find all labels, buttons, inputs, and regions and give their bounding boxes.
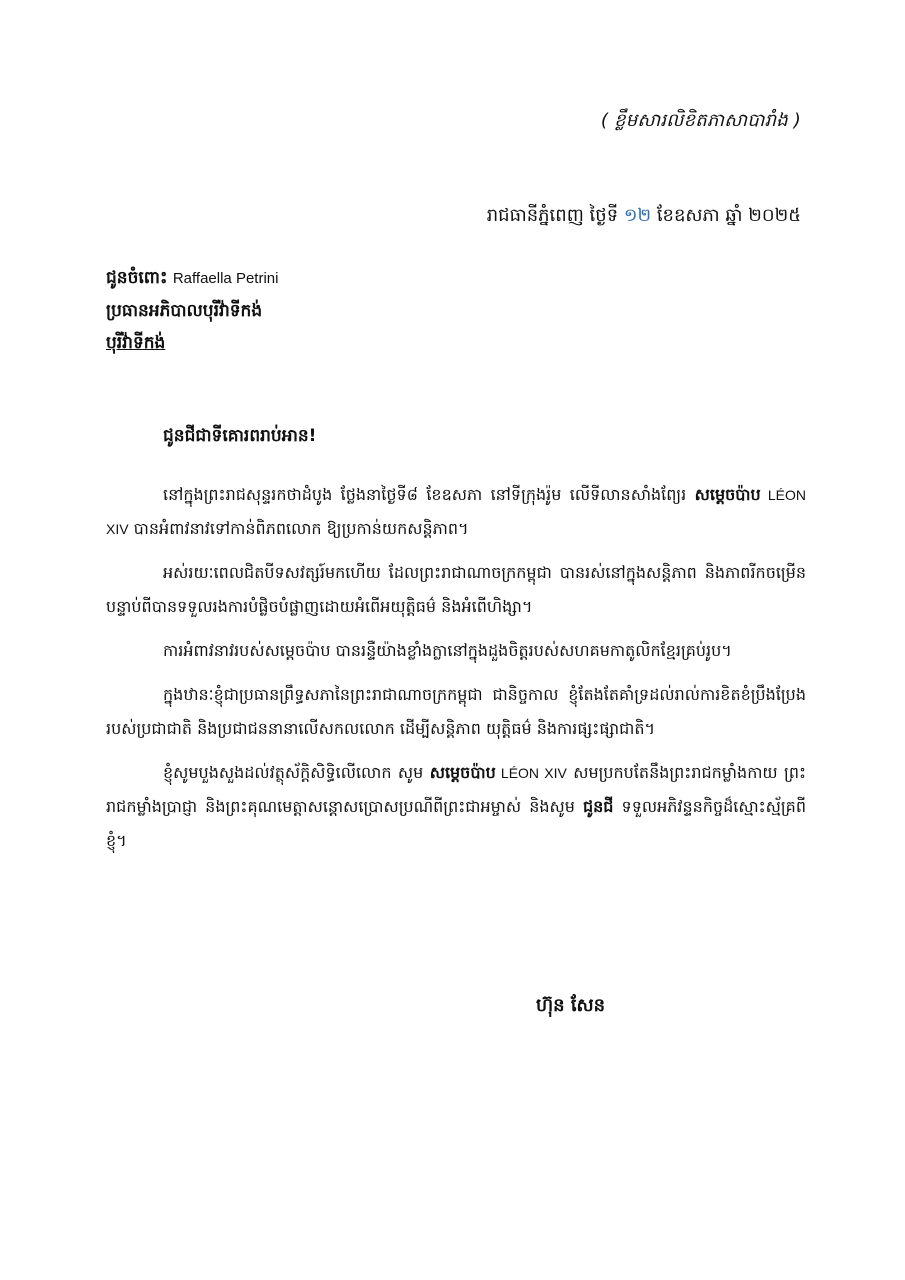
paragraph-1-text-a: នៅក្នុងព្រះរាជសុន្ទរកថាដំបូង ថ្លែងនាថ្ងៃទី៨ ខែឧសភា នៅទីក្រុងរ៉ូម លើទីលានសាំងព្យែរ (163, 485, 695, 504)
date-suffix: ខែឧសភា ឆ្នាំ ២០២៥ (651, 205, 801, 226)
addressee-title: ប្រធានអភិបាលបុរីវ៉ាទីកង់ (106, 301, 263, 321)
date-day: ១២ (623, 205, 652, 226)
paragraph-4: ក្នុងឋានៈខ្ញុំជាប្រធានព្រឹទ្ធសភានៃព្រះរាជាណាចក្រកម្ពុជា ជានិច្ចកាល ខ្ញុំតែងតែគាំទ្រដល់រាល់ការខិតខំប្រឹងប្រែងរបស់ប្រជាជាតិ និងប្រជាជននានាលើសកលលោក ដើម្បីសន្តិភាព យុត្តិធម៌ និងការផ្សះផ្សាជាតិ។ (106, 685, 806, 738)
salutation: ជូនជីជាទីគោរពរាប់អាន! (163, 426, 317, 446)
paragraph-5-text-b: សមប្រកបតែនឹងព្រះរាជកម្លាំងកាយ ព្រះរាជកម្លាំងប្រាជ្ញា និងព្រះគុណមេត្តាសន្តោសប្រោសប្រណីពីព្រះជាអម្ចាស់ និងសូម (106, 763, 807, 816)
addressee-name: Raffaella Petrini (172, 270, 279, 287)
signature: ហ៊ុន សែន (536, 995, 606, 1016)
paragraph-5-bold-b: ជូនជី (582, 797, 614, 816)
addressee-block (106, 262, 278, 359)
addressee-place-line (106, 327, 278, 359)
paragraph-5 (106, 756, 806, 858)
paragraph-2: អស់រយៈពេលជិតបីទសវត្សរ៍មកហើយ ដែលព្រះរាជាណាចក្រកម្ពុជា បានរស់នៅក្នុងសន្តិភាព និងភាពរីកចម្រើន បន្ទាប់ពីបានទទួលរងការបំផ្លិចបំផ្លាញដោយអំពើអយុត្តិធម៌ និងអំពើហិង្សា។ (106, 563, 806, 616)
addressee-place: បុរីវ៉ាទីកង់ (106, 333, 166, 353)
paragraph-1 (106, 478, 806, 546)
header-note: ( ខ្លឹមសារលិខិតភាសាបារាំង ) (600, 110, 801, 131)
paragraph-1-bold: សម្តេចប៉ាប (694, 485, 761, 504)
date-prefix: រាជធានីភ្នំពេញ ថ្ងៃទី (486, 205, 624, 226)
date-line (487, 203, 801, 230)
paragraph-5-text-a: ខ្ញុំសូមបួងសួងដល់វត្ថុស័ក្តិសិទ្ធិលើលោក សូម (163, 763, 430, 782)
paragraph-1-latin: LÉON XIV (106, 487, 806, 537)
paragraph-5-latin: LÉON XIV (495, 765, 567, 781)
addressee-line (106, 262, 278, 295)
letter-body (106, 478, 806, 868)
paragraph-5-bold-a: សម្តេចប៉ាប (429, 763, 496, 782)
to-label: ជូនចំពោះ (106, 268, 168, 288)
paragraph-3: ការអំពាវនាវរបស់សម្តេចប៉ាប បានរន្ទឺយ៉ាងខ្លាំងក្លានៅក្នុងដួងចិត្តរបស់សហគមកាតូលិកខ្មែរគ្រប់រូប។ (163, 641, 732, 660)
paragraph-1-text-b: បានអំពាវនាវទៅកាន់ពិភពលោក ឱ្យប្រកាន់យកសន្តិភាព។ (128, 519, 469, 538)
paragraph-5-text-c: ទទួលអភិវន្ទនកិច្ចដ៏ស្មោះស្ម័គ្រពីខ្ញុំ។ (106, 797, 806, 850)
